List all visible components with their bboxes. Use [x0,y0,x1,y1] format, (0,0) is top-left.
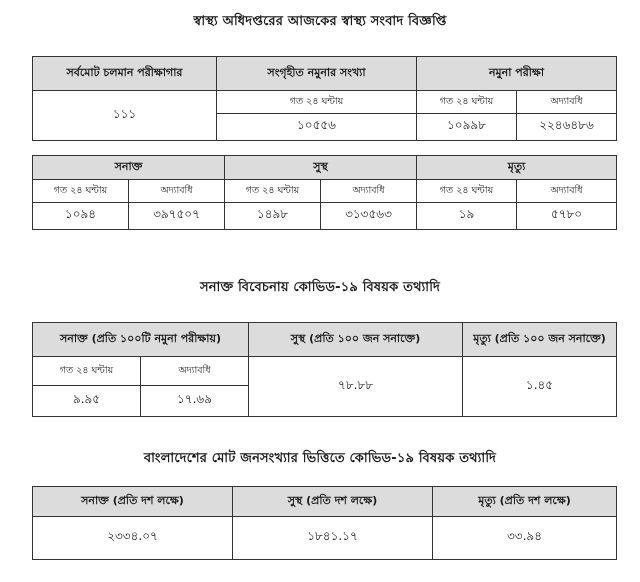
header-detected: সনাক্ত [33,156,225,180]
header-tests: নমুনা পরীক্ষা [417,57,617,91]
recovered-24h-value: ১৪৯৮ [225,203,321,230]
header-deaths: মৃত্যু [417,156,617,180]
detected-pm-value: ২৩৩৪.০৭ [33,517,233,560]
header-recovered: সুস্থ [225,156,417,180]
labs-value: ১১১ [33,91,217,141]
cases-table [32,155,617,230]
detected-total-value: ৩৯৭৫০৭ [129,203,225,230]
tests-total-label: অদ্যাবধি [517,91,617,114]
tests-total-value: ২২৪৬৪৮৬ [517,114,617,141]
header-deaths-pm: মৃত্যু (প্রতি দশ লক্ষে) [433,487,617,517]
header-samples: সংগৃহীত নমুনার সংখ্যা [217,57,417,91]
deaths-24h-label: গত ২৪ ঘন্টায় [417,180,517,203]
tests-24h-value: ১০৯৯৮ [417,114,517,141]
detected-rate-total-label: অদ্যাবধি [141,357,249,386]
header-detected-pm: সনাক্ত (প্রতি দশ লক্ষে) [33,487,233,517]
deaths-total-value: ৫৭৮০ [517,203,617,230]
detected-rate-24h-label: গত ২৪ ঘন্টায় [33,357,141,386]
tests-24h-label: গত ২৪ ঘন্টায় [417,91,517,114]
death-rate-value: ১.৪৫ [463,357,617,417]
detected-rate-24h-value: ৯.৯৫ [33,386,141,417]
rates-table [32,322,617,417]
samples-24h-label: গত ২৪ ঘন্টায় [217,91,417,114]
header-death-rate: মৃত্যু (প্রতি ১০০ জন সনাক্তে) [463,323,617,357]
tests-table [32,56,617,141]
detected-rate-total-value: ১৭.৬৯ [141,386,249,417]
deaths-total-label: অদ্যাবধি [517,180,617,203]
header-recovered-rate: সুস্থ (প্রতি ১০০ জন সনাক্তে) [249,323,463,357]
recovered-24h-label: গত ২৪ ঘন্টায় [225,180,321,203]
detected-24h-value: ১০৯৪ [33,203,129,230]
detected-24h-label: গত ২৪ ঘন্টায় [33,180,129,203]
deaths-24h-value: ১৯ [417,203,517,230]
recovered-total-label: অদ্যাবধি [321,180,417,203]
deaths-pm-value: ৩৩.৯৪ [433,517,617,560]
samples-24h-value: ১০৫৫৬ [217,114,417,141]
header-recovered-pm: সুস্থ (প্রতি দশ লক্ষে) [233,487,433,517]
section-title-detection: সনাক্ত বিবেচনায় কোভিড-১৯ বিষয়ক তথ্যাদি [200,280,440,295]
recovered-rate-value: ৭৮.৮৮ [249,357,463,417]
page-title: স্বাস্থ্য অধিদপ্তরের আজকের স্বাস্থ্য সংবাদ বিজ্ঞপ্তি [193,14,447,29]
header-labs: সর্বমোট চলমান পরীক্ষাগার [33,57,217,91]
per-million-table [32,486,617,560]
recovered-total-value: ৩১৩৫৬৩ [321,203,417,230]
recovered-pm-value: ১৮৪১.১৭ [233,517,433,560]
section-title-population: বাংলাদেশের মোট জনসংখ্যার ভিত্তিতে কোভিড-১৯ বিষয়ক তথ্যাদি [143,451,497,466]
detected-total-label: অদ্যাবধি [129,180,225,203]
header-detected-rate: সনাক্ত (প্রতি ১০০টি নমুনা পরীক্ষায়) [33,323,249,357]
